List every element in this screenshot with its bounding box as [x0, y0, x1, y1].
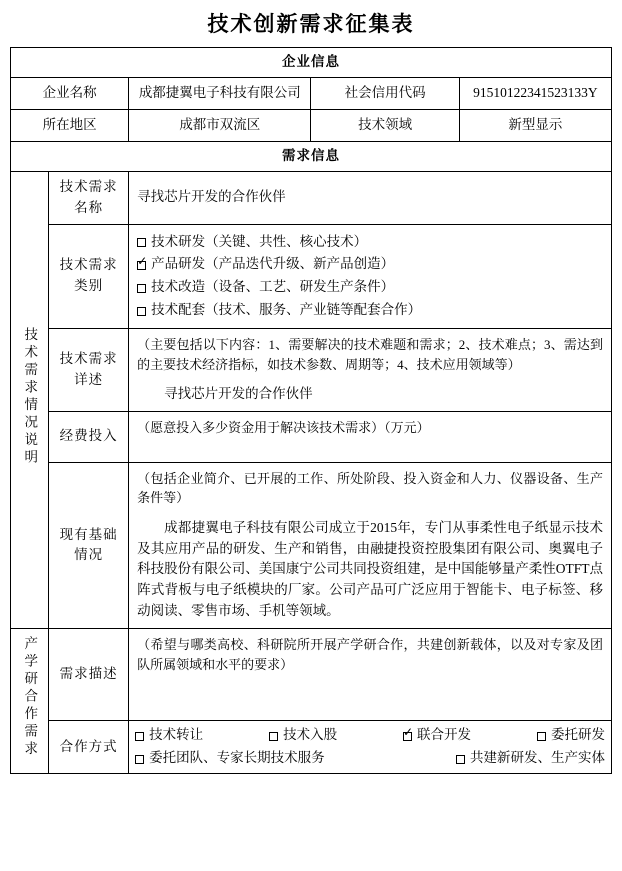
checkbox-option-transfer[interactable]: 技术转让: [135, 725, 203, 746]
checkbox-option-support[interactable]: 技术配套（技术、服务、产业链等配套合作）: [137, 299, 603, 322]
table-row-company-region: [11, 109, 612, 141]
label-demand-name: 技术需求名称: [49, 171, 129, 224]
label-demand-category: 技术需求类别: [49, 224, 129, 329]
checkbox-icon[interactable]: [135, 755, 144, 764]
hint-demand-detail: （主要包括以下内容：1、需要解决的技术难题和需求；2、技术难点；3、需达到的主要技术经济指标，如技术参数、周期等；4、技术应用领域等）: [137, 337, 603, 372]
table-row-demand-funding: [11, 412, 612, 463]
checkbox-icon[interactable]: [269, 732, 278, 741]
label-region: 所在地区: [11, 109, 129, 141]
section-row-demand: [11, 141, 612, 171]
label-demand-foundation: 现有基础情况: [49, 462, 129, 629]
section-header-company: 企业信息: [11, 48, 612, 78]
value-demand-category: [129, 224, 612, 329]
label-coop-description: 需求描述: [49, 629, 129, 721]
text-demand-detail: 寻找芯片开发的合作伙伴: [164, 386, 313, 402]
value-tech-field[interactable]: 新型显示: [459, 109, 611, 141]
table-row-demand-detail: [11, 329, 612, 412]
checkbox-option-entrusted-team[interactable]: 委托团队、专家长期技术服务: [135, 748, 325, 769]
value-demand-foundation[interactable]: [129, 462, 612, 629]
input-area-coop-description[interactable]: [137, 674, 603, 714]
spacer: [137, 374, 603, 384]
table-row-coop-description: [11, 629, 612, 721]
table-row-demand-name: [11, 171, 612, 224]
hint-coop-description: （希望与哪类高校、科研院所开展产学研合作，共建创新载体，以及对专家及团队所属领域和水平的要求）: [137, 637, 603, 672]
group-label-demand: 技术需求情况说明: [11, 171, 49, 629]
label-tech-field: 技术领域: [311, 109, 459, 141]
label-credit-code: 社会信用代码: [311, 77, 459, 109]
section-header-demand: 需求信息: [11, 141, 612, 171]
checkbox-option-equity[interactable]: 技术入股: [269, 725, 337, 746]
table-row-demand-category: [11, 224, 612, 329]
checkbox-icon[interactable]: [456, 755, 465, 764]
checkbox-checked-icon[interactable]: [403, 732, 412, 741]
table-row-coop-mode: [11, 721, 612, 774]
label-demand-detail: 技术需求详述: [49, 329, 129, 412]
checkbox-icon[interactable]: [137, 284, 146, 293]
coop-mode-row-1: [135, 725, 605, 746]
value-region[interactable]: 成都市双流区: [129, 109, 311, 141]
checkbox-option-upgrade[interactable]: 技术改造（设备、工艺、研发生产条件）: [137, 276, 603, 299]
label-demand-funding: 经费投入: [49, 412, 129, 463]
checkbox-option-joint-entity[interactable]: 共建新研发、生产实体: [456, 748, 605, 769]
value-coop-description[interactable]: [129, 629, 612, 721]
checkbox-checked-icon[interactable]: [137, 261, 146, 270]
value-demand-detail[interactable]: [129, 329, 612, 412]
group-label-cooperation: 产学研合作需求: [11, 629, 49, 774]
collection-form-table: [10, 47, 612, 774]
table-row-company-name: [11, 77, 612, 109]
checkbox-icon[interactable]: [135, 732, 144, 741]
input-area-funding[interactable]: [137, 438, 603, 456]
label-company-name: 企业名称: [11, 77, 129, 109]
value-company-name[interactable]: 成都捷翼电子科技有限公司: [129, 77, 311, 109]
coop-mode-row-2: [135, 748, 605, 769]
checkbox-option-joint-dev[interactable]: ✓ 联合开发: [403, 725, 471, 746]
table-row-demand-foundation: [11, 462, 612, 629]
checkbox-option-rd[interactable]: 技术研发（关键、共性、核心技术）: [137, 231, 603, 254]
value-coop-mode: [129, 721, 612, 774]
label-coop-mode: 合作方式: [49, 721, 129, 774]
checkbox-icon[interactable]: [137, 238, 146, 247]
checkbox-icon[interactable]: [137, 307, 146, 316]
checkbox-option-product[interactable]: ✓产品研发（产品迭代升级、新产品创造）: [137, 253, 603, 276]
hint-demand-foundation: （包括企业简介、已开展的工作、所处阶段、投入资金和人力、仪器设备、生产条件等）: [137, 470, 603, 506]
value-credit-code[interactable]: 91510122341523133Y: [459, 77, 611, 109]
page-title: 技术创新需求征集表: [207, 12, 415, 36]
section-row-company: [11, 48, 612, 78]
value-demand-funding[interactable]: [129, 412, 612, 463]
checkbox-icon[interactable]: [537, 732, 546, 741]
spacer: [137, 508, 603, 518]
checkbox-option-entrusted-rd[interactable]: 委托研发: [537, 725, 605, 746]
value-demand-name[interactable]: 寻找芯片开发的合作伙伴: [129, 171, 612, 224]
hint-demand-funding: （愿意投入多少资金用于解决该技术需求）（万元）: [137, 420, 430, 436]
text-demand-foundation: 成都捷翼电子科技有限公司成立于2015年，专门从事柔性电子纸显示技术及其应用产品的研发、生产和销售，由融捷投资控股集团有限公司、奥翼电子科技股份有限公司、美国康宁公司共同投资组建，是中国能够量产柔性OTFT点阵式背板与电子纸模块的厂家。公司产品可广泛应用于智能卡、电子标签、移动阅读、零售市场、手机等领域。: [137, 519, 603, 619]
